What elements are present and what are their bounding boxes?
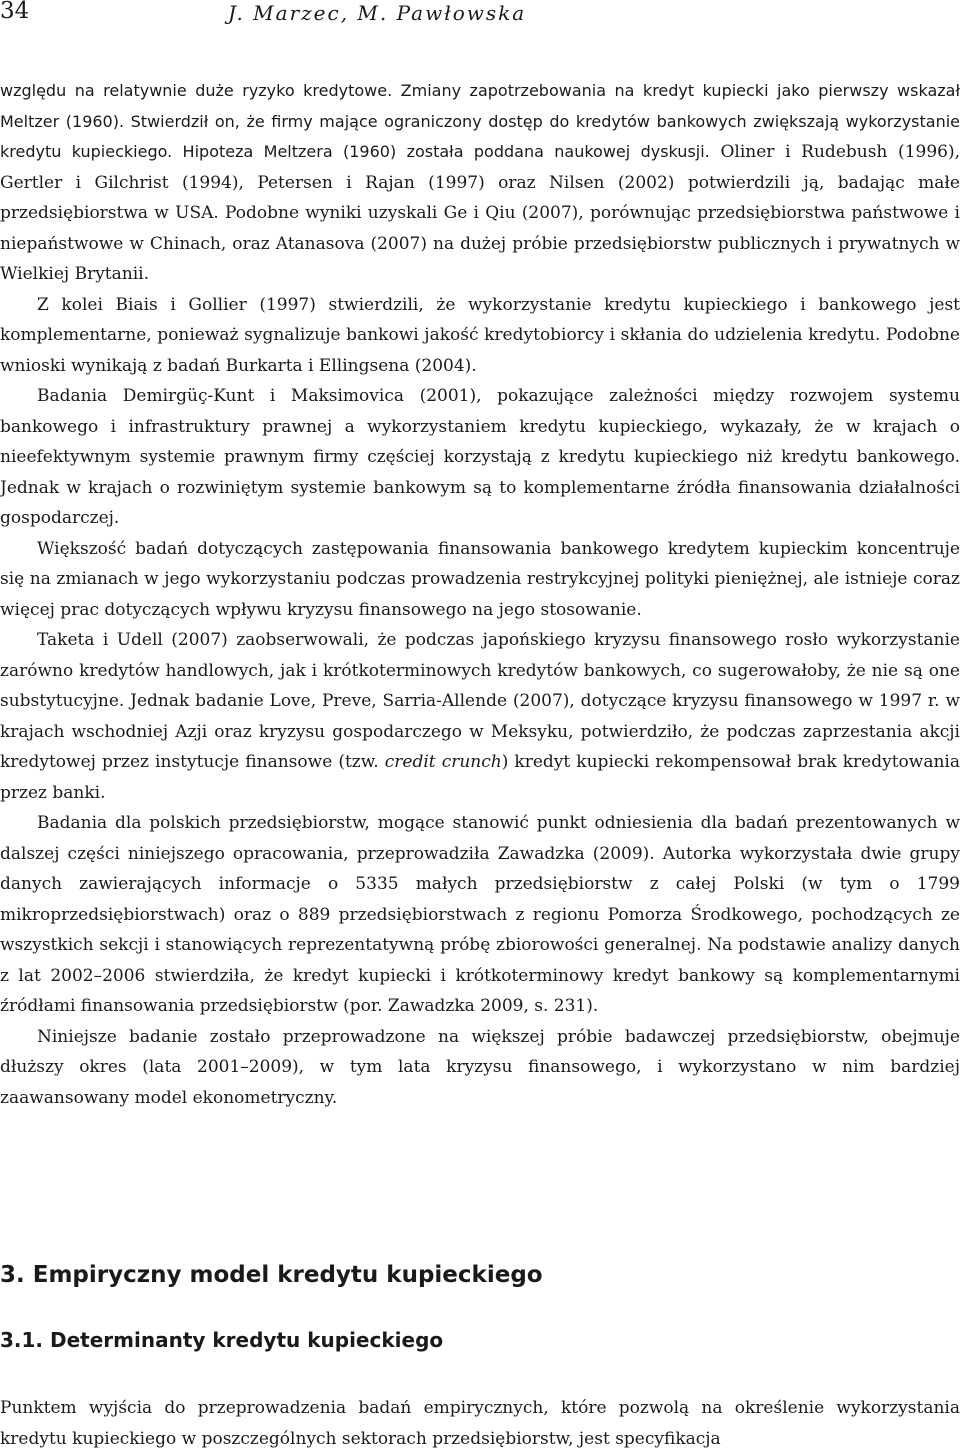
paragraph-5-part-b: ) kredyt kupiecki rekompensował brak kredytowania przez banki. — [0, 752, 960, 803]
final-text — [0, 1393, 960, 1454]
paragraph-1 — [0, 76, 960, 290]
paragraph-2: Z kolei Biais i Gollier (1997) stwierdzili, że wykorzystanie kredytu kupieckiego i bankowego jest komplementarne, ponieważ sygnalizuje bankowi jakość kredytobiorcy i skłania do udzielenia kredytu. Podobne wnioski wynikają z badań Burkarta i Ellingsena (2004). — [0, 294, 960, 376]
subsection-heading: 3.1. Determinanty kredytu kupieckiego — [0, 1328, 444, 1352]
page-number: 34 — [0, 0, 30, 24]
paragraph-5-part-a: Taketa i Udell (2007) zaobserwowali, że podczas japońskiego kryzysu finansowego rosło wykorzystanie zarówno kredytów handlowych, jak i krótkoterminowych kredytów bankowych, co sugerowałoby, że nie są one substytucyjne. Jednak badanie Love, Preve, Sarria-Allende (2007), dotyczące kryzysu finansowego w 1997 r. w krajach wschodniej Azji oraz kryzysu gospodarczego w Meksyku, potwierdziło, że podczas zaprzestania akcji kredytowej przez instytucje finansowe (tzw. — [0, 630, 960, 772]
paragraph-5 — [0, 625, 960, 808]
paragraph-1-part-a: względu na relatywnie duże ryzyko kredytowe. Zmiany zapotrzebowania na kredyt kupiecki jako pierwszy wskazał Meltzer (1960). Stwierdził on, że firmy mające ograniczony dostęp do kredytów bankowych zwiększają wykorzystanie kredytu kupieckiego. Hipoteza Meltzera (1960) została poddana naukowej dyskusji. — [0, 81, 960, 161]
paragraph-7: Niniejsze badanie zostało przeprowadzone na większej próbie badawczej przedsiębiorstw, obejmuje dłuższy okres (lata 2001–2009), w tym lata kryzysu finansowego, i wykorzystano w nim bardziej zaawansowany model ekonometryczny. — [0, 1026, 960, 1108]
paragraph-1-part-b: Oliner i Rudebush (1996), Gertler i Gilchrist (1994), Petersen i Rajan (1997) oraz Nilsen (2002) potwierdzili ją, badając małe przedsiębiorstwa w USA. Podobne wyniki uzyskali Ge i Qiu (2007), porównując przedsiębiorstwa państwowe i niepaństwowe w Chinach, oraz Atanasova (2007) na dużej próbie przedsiębiorstw publicznych i prywatnych w Wielkiej Brytanii. — [0, 142, 960, 284]
paragraph-6: Badania dla polskich przedsiębiorstw, mogące stanowić punkt odniesienia dla badań prezentowanych w dalszej części niniejszego opracowania, przeprowadziła Zawadzka (2009). Autorka wykorzystała dwie grupy danych zawierających informacje o 5335 małych przedsiębiorstw z całej Polski (w tym o 1799 mikroprzedsiębiorstwach) oraz o 889 przedsiębiorstwach z regionu Pomorza Środkowego, pochodzących ze wszystkich sekcji i stanowiących reprezentatywną próbę zbiorowości generalnej. Na podstawie analizy danych z lat 2002–2006 stwierdziła, że kredyt kupiecki i krótkoterminowy kredyt bankowy są komplementarnymi źródłami finansowania przedsiębiorstw (por. Zawadzka 2009, s. 231). — [0, 813, 960, 1016]
section-heading: 3. Empiryczny model kredytu kupieckiego — [0, 1262, 543, 1288]
paragraph-5-emphasis: credit crunch — [384, 752, 502, 772]
paragraph-3: Badania Demirgüç-Kunt i Maksimovica (2001), pokazujące zależności między rozwojem systemu bankowego i infrastruktury prawnej a wykorzystaniem kredytu kupieckiego, wykazały, że w krajach o nieefektywnym systemie prawnym firmy częściej korzystają z kredytu kupieckiego niż kredytu bankowego. Jednak w krajach o rozwiniętym systemie bankowym są to komplementarne źródła finansowania działalności gospodarczej. — [0, 386, 960, 528]
running-head: J. Marzec, M. Pawłowska — [228, 1, 527, 25]
body-text — [0, 76, 960, 1113]
page-header — [0, 0, 960, 28]
paragraph-8: Punktem wyjścia do przeprowadzenia badań empirycznych, które pozwolą na określenie wykorzystania kredytu kupieckiego w poszczególnych sektorach przedsiębiorstw, jest specyfikacja — [0, 1398, 960, 1449]
paragraph-4: Większość badań dotyczących zastępowania finansowania bankowego kredytem kupieckim koncentruje się na zmianach w jego wykorzystaniu podczas prowadzenia restrykcyjnej polityki pieniężnej, ale istnieje coraz więcej prac dotyczących wpływu kryzysu finansowego na jego stosowanie. — [0, 538, 960, 620]
